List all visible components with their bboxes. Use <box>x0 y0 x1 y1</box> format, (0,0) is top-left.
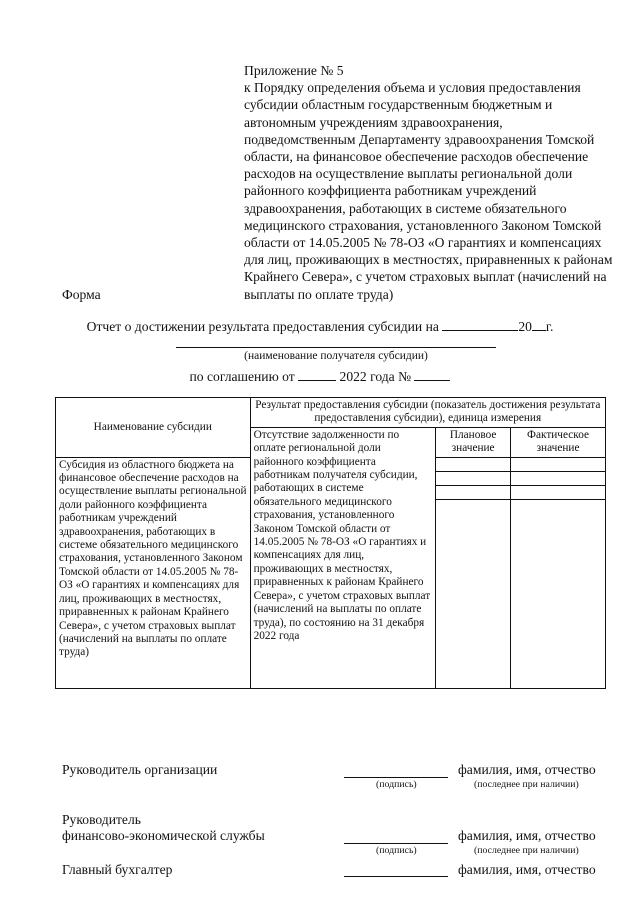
accountant-signature-line[interactable] <box>344 876 448 877</box>
head-name-label: фамилия, имя, отчество <box>458 762 596 777</box>
finance-signature-line[interactable] <box>344 843 448 844</box>
finance-name-label: фамилия, имя, отчество <box>458 828 596 843</box>
appendix-title: Приложение № 5 <box>244 63 344 78</box>
head-of-org-label: Руководитель организации <box>62 762 218 777</box>
planned-value-header: Плановое значение <box>436 427 511 457</box>
head-sign-caption: (подпись) <box>376 779 417 790</box>
agreement-middle: 2022 года № <box>339 369 412 384</box>
recipient-blank[interactable] <box>176 347 496 348</box>
agreement-date-blank[interactable] <box>298 368 336 381</box>
col-subsidy-header: Наименование субсидии <box>56 398 251 458</box>
result-group-header: Результат предоставления субсидии (показатель достижения результата предоставления субсидии), единица измерения <box>250 398 605 428</box>
report-title-prefix: Отчет о достижении результата предоставления субсидии на <box>86 319 439 334</box>
report-title <box>0 318 640 335</box>
planned-value-cell[interactable] <box>436 457 511 471</box>
appendix-block <box>244 62 614 303</box>
finance-sign-caption: (подпись) <box>376 845 417 856</box>
actual-value-cell[interactable] <box>511 485 606 499</box>
agreement-prefix: по соглашению от <box>189 369 295 384</box>
actual-value-cell[interactable] <box>511 471 606 485</box>
form-label: Форма <box>62 287 101 302</box>
finance-head-label-1: Руководитель <box>62 812 141 827</box>
indicator-cell: Отсутствие задолженности по оплате региональной доли районного коэффициента работникам получателя субсидии, работающих в системе обязательного медицинского страхования, установленного Законом Томской области от 14.05.2005 № 78-ОЗ «О гарантиях и компенсациях для лиц, проживающих в местностях, приравненных к районам Крайнего Севера», с учетом страховых выплат (начислений на выплаты по оплате труда), по состоянию на 31 декабря 2022 года <box>250 427 436 688</box>
subsidy-name-cell: Субсидия из областного бюджета на финансовое обеспечение расходов на осуществление выплаты региональной доли районного коэффициента работникам учреждений здравоохранения, работающих в системе обязательного медицинского страхования, установленного Законом Томской области от 14.05.2005 № 78-ОЗ «О гарантиях и компенсациях для лиц, проживающих в местностях, приравненных к районам Крайнего Севера», с учетом страховых выплат (начислений на выплаты по оплате труда) <box>56 457 251 688</box>
report-year-blank[interactable] <box>532 318 546 331</box>
actual-value-header: Фактическое значение <box>511 427 606 457</box>
agreement-line <box>0 368 640 385</box>
planned-value-cell[interactable] <box>436 499 511 688</box>
chief-accountant-label: Главный бухгалтер <box>62 862 173 877</box>
accountant-name-label: фамилия, имя, отчество <box>458 862 596 877</box>
report-year-suffix: г. <box>545 319 554 334</box>
planned-value-cell[interactable] <box>436 485 511 499</box>
finance-head-label-2: финансово-экономической службы <box>62 828 265 843</box>
recipient-caption: (наименование получателя субсидии) <box>244 350 428 362</box>
head-signature-line[interactable] <box>344 777 448 778</box>
report-subject-blank[interactable] <box>442 318 518 331</box>
planned-value-cell[interactable] <box>436 471 511 485</box>
report-year-prefix: 20 <box>518 319 532 334</box>
head-patronymic-caption: (последнее при наличии) <box>474 779 579 790</box>
finance-patronymic-caption: (последнее при наличии) <box>474 845 579 856</box>
appendix-text: к Порядку определения объема и условия предоставления субсидии областным государственным бюджетным и автономным учреждениям здравоохранения, подведомственным Департаменту здравоохранения Томской области, на финансовое обеспечение расходов обеспечение расходов на осуществление выплаты региональной доли районного коэффициента работникам учреждений здравоохранения, работающих в системе обязательного медицинского страхования, установленного Законом Томской области от 14.05.2005 № 78-ОЗ «О гарантиях и компенсациях для лиц, проживающих в местностях, приравненных к районам Крайнего Севера», с учетом страховых выплат (начислений на выплаты по оплате труда) <box>244 80 613 302</box>
actual-value-cell[interactable] <box>511 457 606 471</box>
actual-value-cell[interactable] <box>511 499 606 688</box>
report-table <box>55 397 606 689</box>
agreement-number-blank[interactable] <box>414 368 450 381</box>
